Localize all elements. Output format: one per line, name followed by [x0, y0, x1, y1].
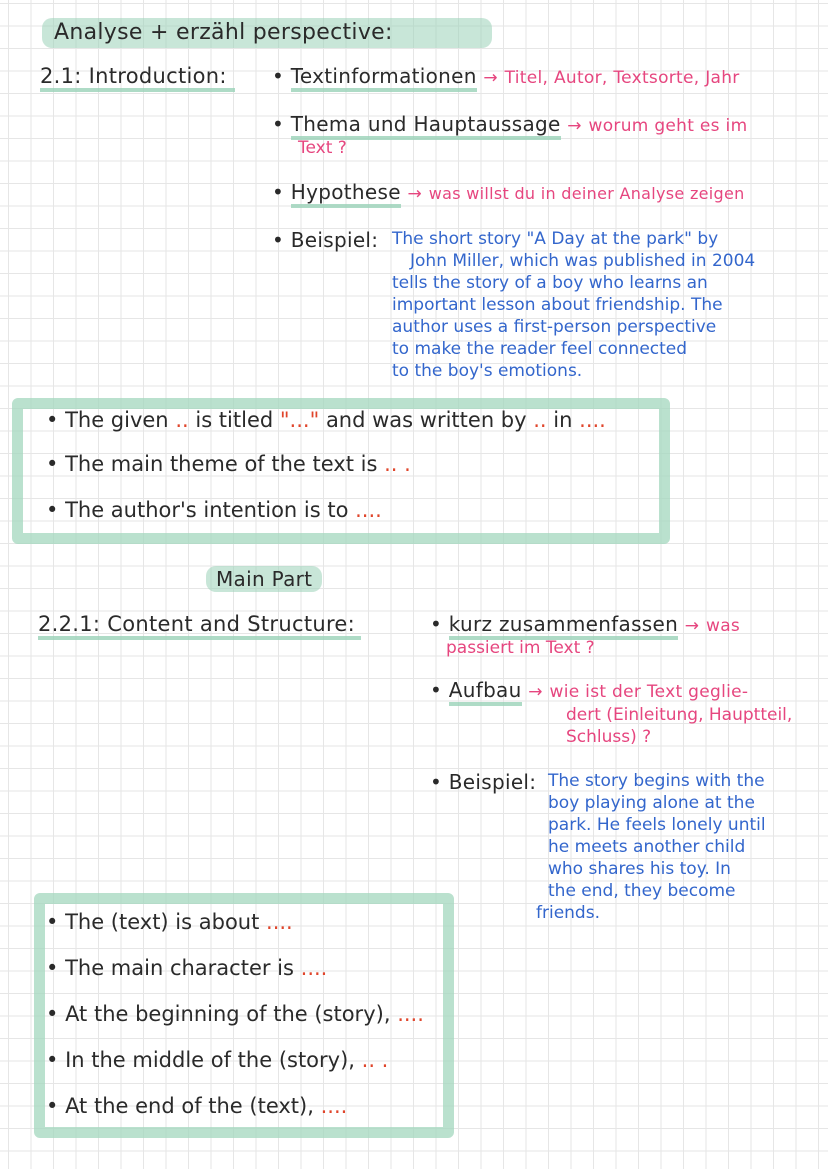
intro-item-note: worum geht es im	[588, 116, 748, 136]
bullet: •	[272, 180, 291, 204]
example-line: who shares his toy. In	[548, 859, 731, 879]
arrow-icon: →	[684, 616, 700, 636]
bullet: •	[430, 612, 449, 636]
main-example-label: • Beispiel:	[430, 770, 537, 794]
phrase-line: • The main character is ....	[46, 956, 328, 980]
example-line: to make the reader feel connected	[392, 339, 688, 359]
page-title: Analyse + erzähl perspective:	[42, 18, 492, 48]
example-line: friends.	[536, 903, 600, 923]
example-line: The short story "A Day at the park" by	[392, 229, 719, 249]
arrow-icon: →	[483, 68, 498, 88]
example-line: important lesson about friendship. The	[392, 295, 723, 315]
intro-item-theme	[272, 112, 747, 136]
main-part-title: Main Part	[206, 566, 322, 592]
main-item-structure	[430, 678, 748, 702]
main-item-note: was	[706, 616, 741, 636]
intro-example-text	[392, 228, 755, 382]
arrow-icon: →	[528, 682, 543, 702]
intro-item-note: was willst du in deiner Analyse zeigen	[428, 184, 745, 203]
intro-item-label: Textinformationen	[291, 64, 477, 92]
intro-item-note-cont: Text ?	[298, 138, 347, 158]
main-item-note-cont: passiert im Text ?	[446, 638, 595, 658]
arrow-icon: →	[407, 184, 423, 204]
phrase-line: • At the beginning of the (story), ....	[46, 1002, 424, 1026]
phrase-line: • The given .. is titled "..." and was written by .. in ....	[46, 408, 606, 432]
example-line: tells the story of a boy who learns an	[392, 273, 708, 293]
phrase-line: • The author's intention is to ....	[46, 498, 382, 522]
main-item-label: kurz zusammenfassen	[449, 612, 678, 640]
phrase-line: • In the middle of the (story), .. .	[46, 1048, 389, 1072]
phrase-line: • At the end of the (text), ....	[46, 1094, 348, 1118]
intro-item-label: Hypothese	[291, 180, 401, 208]
phrase-line: • The (text) is about ....	[46, 910, 293, 934]
intro-heading: 2.1: Introduction:	[40, 64, 235, 92]
intro-example-label: • Beispiel:	[272, 228, 379, 252]
intro-item-label: Thema und Hauptaussage	[291, 112, 561, 140]
example-line: he meets another child	[548, 837, 746, 857]
phrase-line: • The main theme of the text is .. .	[46, 452, 411, 476]
main-example-text	[536, 770, 766, 924]
arrow-icon: →	[567, 116, 582, 136]
main-item-note: wie ist der Text geglie-	[549, 682, 749, 702]
example-line: The story begins with the	[548, 771, 765, 791]
bullet: •	[272, 112, 291, 136]
main-item-note-cont: dert (Einleitung, Hauptteil, Schluss) ?	[566, 705, 793, 747]
bullet: •	[430, 678, 449, 702]
main-item-label: Aufbau	[449, 678, 522, 706]
example-line: John Miller, which was published in 2004	[410, 251, 756, 271]
bullet: •	[272, 228, 291, 252]
bullet: •	[430, 770, 449, 794]
example-line: author uses a first-person perspective	[392, 317, 717, 337]
example-line: the end, they become	[548, 881, 736, 901]
example-line: boy playing alone at the	[548, 793, 755, 813]
content-structure-heading: 2.2.1: Content and Structure:	[38, 612, 361, 640]
example-line: to the boy's emotions.	[392, 361, 583, 381]
main-item-summary	[430, 612, 740, 636]
example-line: park. He feels lonely until	[548, 815, 766, 835]
intro-item-textinfo	[272, 64, 740, 88]
intro-item-note: Titel, Autor, Textsorte, Jahr	[504, 68, 740, 88]
bullet: •	[272, 64, 291, 88]
intro-item-hypothesis	[272, 180, 745, 204]
